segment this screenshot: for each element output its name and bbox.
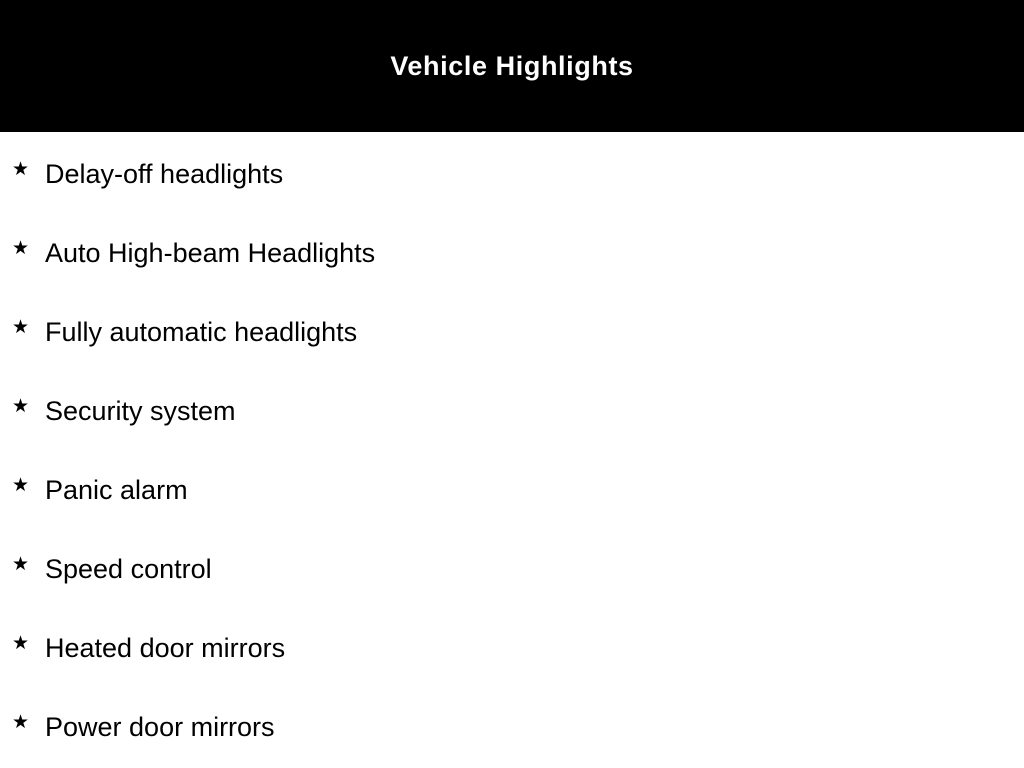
list-item-label: Security system xyxy=(45,396,236,426)
star-icon: ★ xyxy=(12,711,30,733)
star-icon: ★ xyxy=(12,395,30,417)
star-icon: ★ xyxy=(12,316,30,338)
list-item-label: Auto High-beam Headlights xyxy=(45,238,376,268)
star-icon: ★ xyxy=(12,474,30,496)
list-item-label: Power door mirrors xyxy=(45,712,275,742)
list-item-label: Panic alarm xyxy=(45,475,188,505)
star-icon: ★ xyxy=(12,632,30,654)
list-item-label: Speed control xyxy=(45,554,212,584)
list-item-label: Fully automatic headlights xyxy=(45,317,358,347)
list-item-label: Heated door mirrors xyxy=(45,633,286,663)
star-icon: ★ xyxy=(12,553,30,575)
star-icon: ★ xyxy=(12,158,30,180)
star-icon: ★ xyxy=(12,237,30,259)
page-title: Vehicle Highlights xyxy=(390,50,634,81)
list-item-label: Delay-off headlights xyxy=(45,159,284,189)
